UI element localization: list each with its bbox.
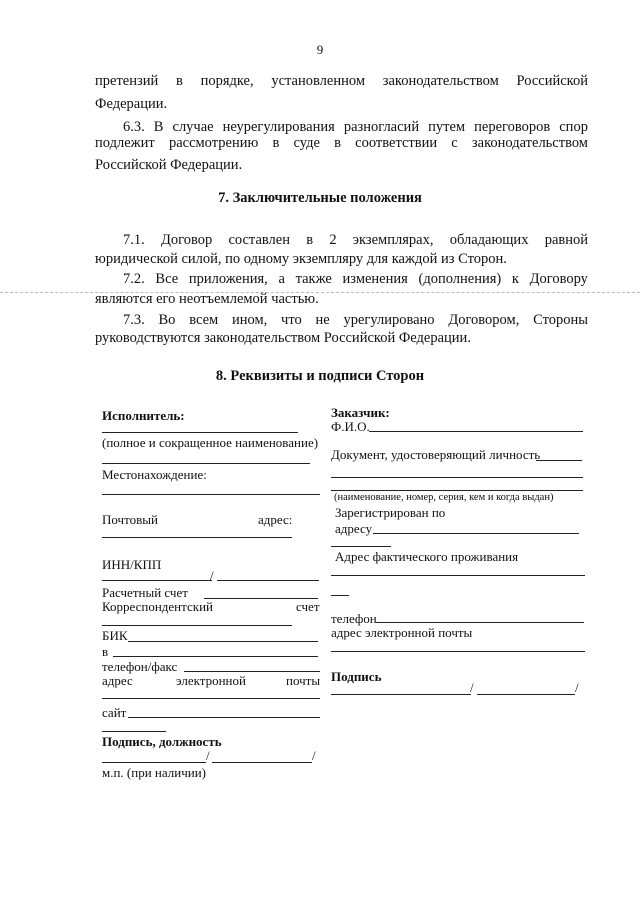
executor-postal-addr-label: адрес: [258,512,293,527]
word: с [451,135,458,151]
customer-fio-label: Ф.И.О. [331,419,370,434]
executor-signature-label: Подпись, должность [102,734,222,749]
customer-fio-line [369,431,583,432]
customer-email-line [331,651,585,652]
executor-site-line [128,717,320,718]
executor-signature-slash-1: / [206,748,210,763]
customer-registered-line [373,533,579,534]
customer-phone-line [376,622,584,623]
executor-bank-line [113,656,318,657]
word: всем [189,312,219,328]
word: Договором, [448,312,520,328]
para-6-3-line2 [95,132,588,155]
word: Российской [516,73,588,89]
word: Все [155,271,179,287]
word: приложения, [188,271,268,287]
word: порядке, [200,73,254,89]
word: неурегулирования [222,119,335,135]
word: урегулировано [343,312,435,328]
customer-phone-label: телефон [331,611,377,626]
executor-postal-label: Почтовый [102,512,158,527]
executor-phone-line [184,671,320,672]
executor-bik-line [128,641,318,642]
executor-location-line [102,494,320,495]
para-7-2-line2: являются его неотъемлемой частью. [95,291,319,307]
word: что [281,312,302,328]
executor-signature-top-line [102,731,166,732]
customer-actual-address-label: Адрес фактического проживания [335,549,519,564]
word: случае [172,119,214,135]
customer-email-label: адрес электронной почты [331,625,473,640]
executor-email-label-1: адрес [102,673,133,688]
word: изменения [342,271,408,287]
word: переговоров [474,119,551,135]
customer-signature-line [331,694,471,695]
customer-actual-address-line [331,575,585,576]
word: Во [158,312,176,328]
word: разногласий [343,119,420,135]
executor-postal-line [102,537,292,538]
word: В [153,119,164,135]
customer-id-caption: (наименование, номер, серия, кем и когда выдан) [334,492,554,503]
executor-bank-label: в [102,644,109,659]
word: к [511,271,519,287]
executor-name-line-2 [102,463,310,464]
customer-id-label: Документ, удостоверяющий личность [331,447,541,462]
executor-inn-label: ИНН/КПП [102,557,162,572]
executor-name-caption: (полное и сокращенное наименование) [102,435,319,450]
executor-email-label-2: электронной [176,673,246,688]
word: в [334,135,341,151]
customer-actual-address-line-2 [331,595,349,596]
para-7-3-line2: руководствуются законодательством Российской Федерации. [95,330,471,346]
customer-signature-label: Подпись [331,669,382,684]
word: суде [293,135,320,151]
executor-corr-label: Корреспондентский [102,599,213,614]
executor-corr-account-label: счет [296,599,320,614]
customer-id-line-2 [331,477,583,478]
executor-inn-line [102,580,212,581]
word: законодательством [471,135,588,151]
word: в [306,232,314,248]
word: экземплярах, [352,232,434,248]
word: Договор [160,232,213,248]
executor-account-label: Расчетный счет [102,585,188,600]
word: ином, [231,312,268,328]
executor-email-line [102,698,320,699]
word: в [272,135,280,151]
word: путем [428,119,466,135]
executor-heading: Исполнитель: [102,408,185,423]
word: подлежит [95,135,155,151]
word: (дополнения) [418,271,502,287]
word: обладающих [449,232,529,248]
executor-corr-line [102,625,292,626]
word: спор [559,119,588,135]
word: также [295,271,332,287]
word: соответствии [355,135,438,151]
customer-name-line [477,694,575,695]
executor-email-label-3: почты [286,673,321,688]
executor-site-label: сайт [102,705,127,720]
customer-signature-slash-2: / [575,680,579,695]
word: 7.2. [123,271,145,287]
word: претензий [95,73,159,89]
executor-kpp-line [217,580,319,581]
executor-inn-slash: / [210,568,214,583]
executor-signature-line [102,762,206,763]
para-7-1-line2: юридической силой, по одному экземпляру для каждой из Сторон. [95,251,507,267]
executor-phone-label: телефон/факс [102,659,178,674]
word: законодательством [382,73,499,89]
executor-bik-label: БИК [102,628,128,643]
word: составлен [228,232,290,248]
customer-id-line [536,460,582,461]
word: установленном [271,73,366,89]
customer-registered-line-2 [331,546,391,547]
word: не [315,312,330,328]
customer-registered-address-label: адресу [335,521,373,536]
customer-heading: Заказчик: [331,405,390,420]
word: 7.3. [123,312,145,328]
word: 7.1. [123,232,145,248]
word: в [175,73,183,89]
executor-position-line [212,762,312,763]
section-7-title: 7. Заключительные положения [218,190,422,206]
word: 6.3. [123,119,145,135]
word: Стороны [533,312,588,328]
page-number: 9 [316,42,324,57]
para-claims-line1 [95,70,588,93]
word: 2 [329,232,337,248]
section-8-title: 8. Реквизиты и подписи Сторон [215,368,425,384]
para-claims-line2: Федерации. [95,96,168,112]
executor-location-label: Местонахождение: [102,467,207,482]
word: Договору [529,271,588,287]
executor-name-line [102,432,298,433]
word: равной [544,232,588,248]
executor-signature-slash-2: / [312,748,316,763]
executor-stamp-label: м.п. (при наличии) [102,765,206,780]
customer-registered-label: Зарегистрирован по [335,505,446,520]
word: рассмотрению [168,135,259,151]
customer-signature-slash-1: / [470,680,474,695]
customer-id-line-3 [331,490,583,491]
word: а [278,271,285,287]
para-6-3-line3: Российской Федерации. [95,157,243,173]
